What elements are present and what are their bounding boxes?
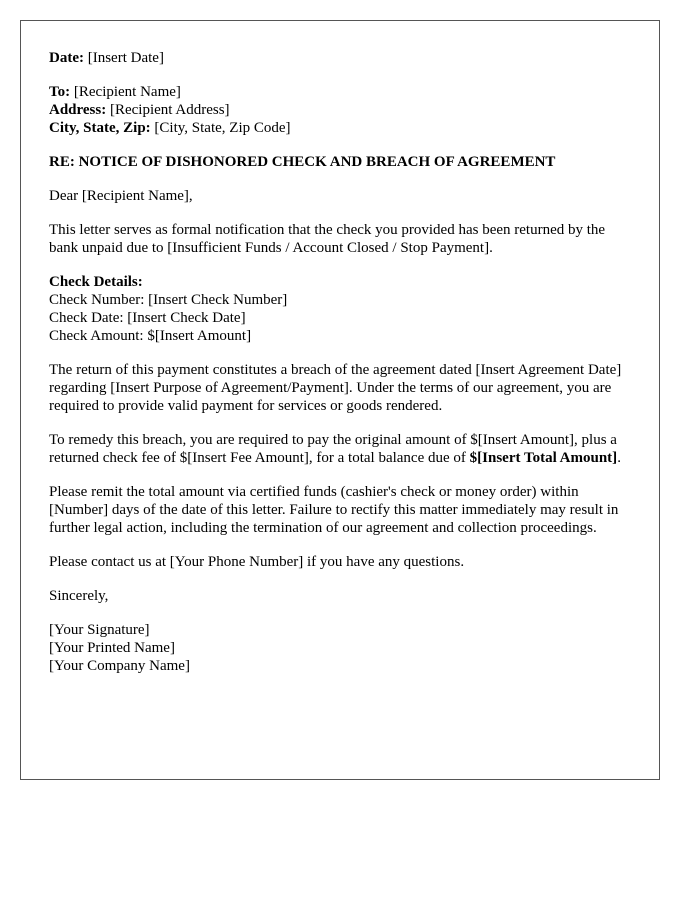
contact-paragraph: Please contact us at [Your Phone Number] if you have any questions. [49, 554, 465, 570]
check-amount: Check Amount: $[Insert Amount] [49, 328, 252, 344]
recipient-to-line [49, 83, 631, 101]
date-value: [Insert Date] [83, 50, 164, 66]
date-block [49, 49, 631, 67]
remedy-paragraph [49, 431, 631, 467]
remedy-total: $[Insert Total Amount] [469, 450, 618, 466]
check-details-heading-text: Check Details: [49, 274, 143, 290]
recipient-city-label: City, State, Zip: [49, 120, 151, 136]
recipient-to-label: To: [49, 84, 71, 100]
signature-block [49, 621, 631, 675]
company-name-line: [Your Company Name] [49, 658, 190, 674]
remedy-end: . [617, 450, 621, 466]
closing: Sincerely, [49, 588, 109, 604]
remedy-text: To remedy this breach, you are required to pay the original amount of $[Insert Amount], plus a returned check fee of $[Insert Fee Amount], for a total balance due of [49, 432, 617, 466]
check-details-heading [49, 273, 631, 291]
printed-name-line: [Your Printed Name] [49, 640, 175, 656]
recipient-address-label: Address: [49, 102, 107, 118]
recipient-city-line [49, 119, 631, 137]
recipient-name: [Recipient Name] [70, 84, 181, 100]
remit-paragraph: Please remit the total amount via certified funds (cashier's check or money order) within [Number] days of the date of this letter. Failure to rectify this matter immediately may result in further legal action, including the termination of our agreement and collection proceedings. [49, 484, 619, 536]
date-line [49, 49, 631, 67]
recipient-address: [Recipient Address] [106, 102, 230, 118]
recipient-city: [City, State, Zip Code] [150, 120, 291, 136]
subject-line: RE: NOTICE OF DISHONORED CHECK AND BREACH OF AGREEMENT [49, 154, 556, 170]
intro-paragraph: This letter serves as formal notification that the check you provided has been returned by the bank unpaid due to [Insufficient Funds / Account Closed / Stop Payment]. [49, 222, 606, 256]
check-date: Check Date: [Insert Check Date] [49, 310, 246, 326]
letter-page [20, 20, 660, 780]
check-details-block [49, 273, 631, 345]
date-label: Date: [49, 50, 84, 66]
recipient-address-line [49, 101, 631, 119]
signature-line: [Your Signature] [49, 622, 150, 638]
recipient-block [49, 83, 631, 137]
check-number: Check Number: [Insert Check Number] [49, 292, 288, 308]
salutation: Dear [Recipient Name], [49, 188, 193, 204]
breach-paragraph: The return of this payment constitutes a breach of the agreement dated [Insert Agreement Date] regarding [Insert Purpose of Agreement/Payment]. Under the terms of our agreement, you are required to provide valid payment for services or goods rendered. [49, 362, 622, 414]
